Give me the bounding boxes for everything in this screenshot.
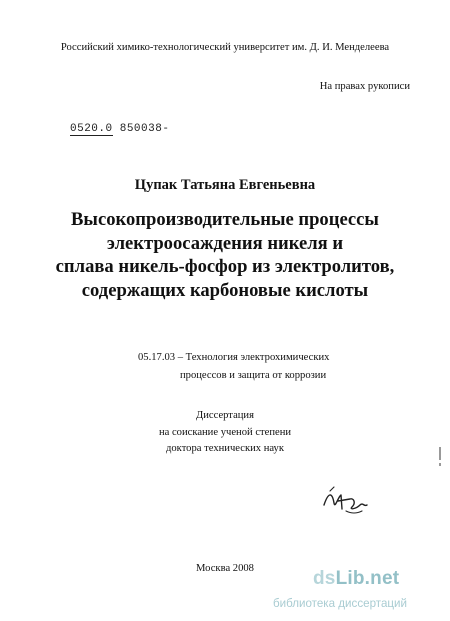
specialty-line-1: 05.17.03 – Технология электрохимических bbox=[138, 352, 330, 363]
title-line: сплава никель-фосфор из электролитов, bbox=[55, 256, 395, 277]
city-year: Москва 2008 bbox=[196, 563, 254, 574]
university-name: Российский химико-технологический университет им. Д. И. Менделеева bbox=[60, 42, 390, 53]
margin-mark bbox=[437, 447, 443, 467]
title-line: содержащих карбоновые кислоты bbox=[81, 279, 369, 301]
specialty-line-2: процессов и защита от коррозии bbox=[180, 370, 327, 381]
dissertation-type: Диссертация bbox=[196, 410, 254, 421]
code-tick: - bbox=[162, 123, 170, 135]
title-line: электроосаждения никеля и bbox=[106, 232, 344, 254]
catalog-code-part-b: 850038 bbox=[119, 123, 163, 135]
dissertation-title bbox=[0, 208, 450, 302]
manuscript-note: На правах рукописи bbox=[319, 81, 410, 92]
watermark-logo-rest: Lib.net bbox=[335, 568, 400, 589]
watermark-logo-prefix: ds bbox=[313, 568, 336, 589]
catalog-code-part-a: 0520.0 bbox=[70, 123, 113, 135]
dslib-watermark-subtitle: библиотека диссертаций bbox=[273, 597, 407, 610]
catalog-code bbox=[70, 123, 169, 135]
degree-line-2: доктора технических наук bbox=[166, 443, 284, 454]
dslib-watermark-logo bbox=[313, 568, 399, 590]
degree-line-1: на соискание ученой степени bbox=[158, 427, 292, 438]
handwritten-signature bbox=[320, 483, 370, 519]
title-line: Высокопроизводительные процессы bbox=[71, 209, 379, 230]
author-name: Цупак Татьяна Евгеньевна bbox=[134, 177, 316, 193]
